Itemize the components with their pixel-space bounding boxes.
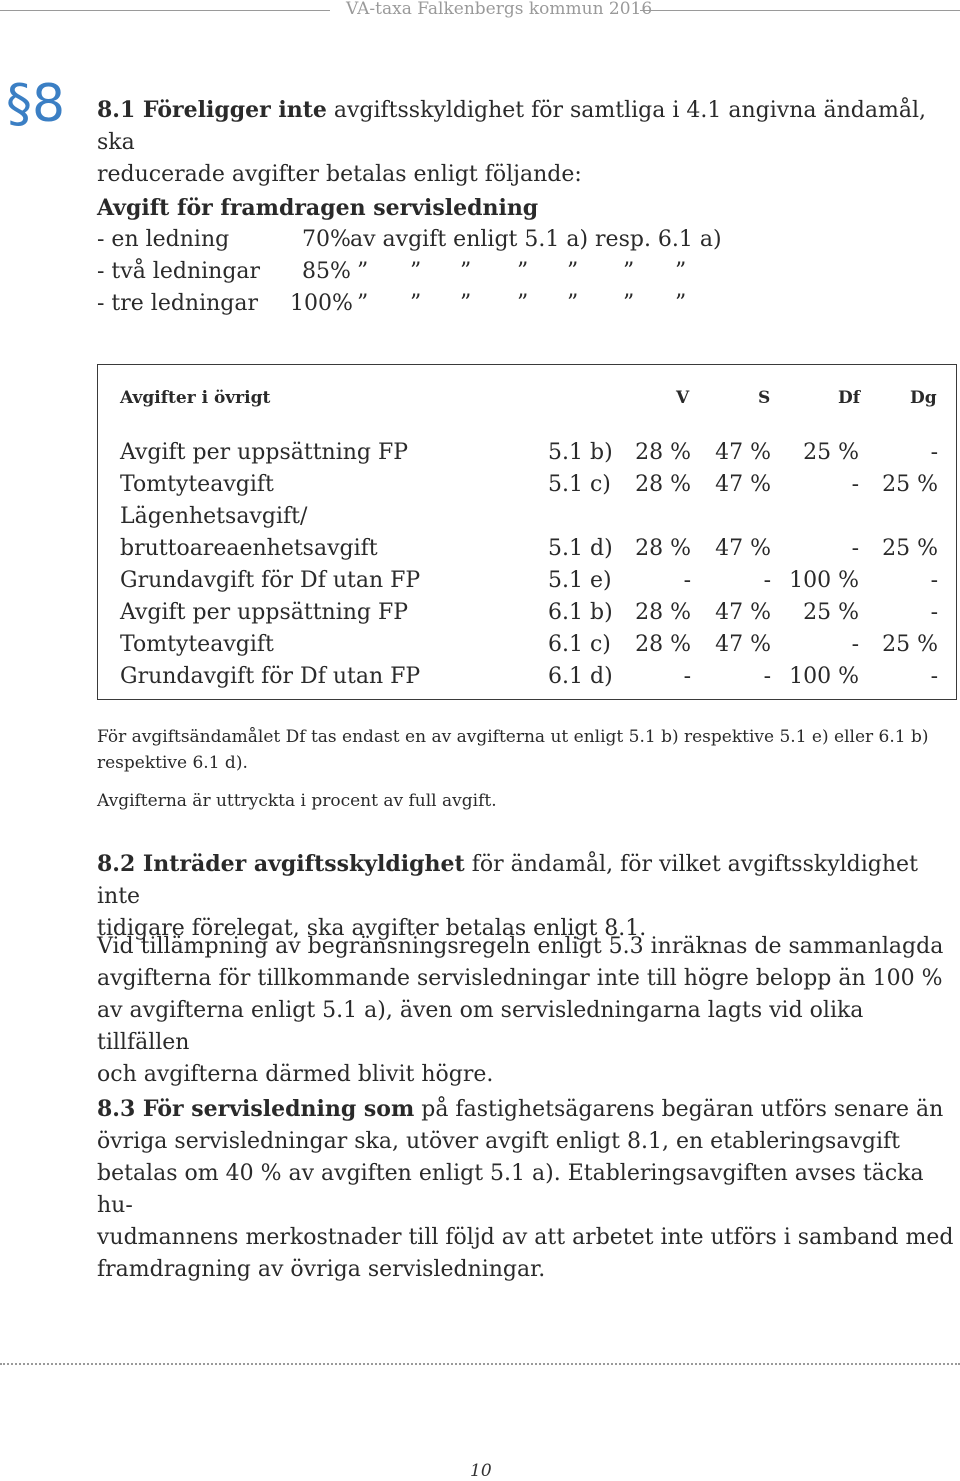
fee-v: - bbox=[683, 664, 691, 689]
fee-name: bruttoareaenhetsavgift bbox=[120, 536, 378, 561]
fee-table-header-v: V bbox=[676, 388, 690, 408]
ditto-mark: ” bbox=[675, 291, 687, 316]
fee-name: Grundavgift för Df utan FP bbox=[120, 664, 421, 689]
paragraph-8-1-line1: avgiftsskyldighet för samtliga i 4.1 angivna ändamål, ska bbox=[97, 98, 926, 155]
fee-s: 47 % bbox=[715, 440, 771, 465]
fee-ref: 6.1 c) bbox=[548, 632, 611, 657]
framdragen-row-3 bbox=[97, 288, 959, 320]
ditto-mark: ” bbox=[357, 291, 369, 316]
framdragen-percent: 85% bbox=[302, 259, 351, 284]
fee-name: Avgift per uppsättning FP bbox=[120, 440, 409, 465]
fee-name: Lägenhetsavgift/ bbox=[120, 504, 308, 529]
paragraph-8-2-line2: tidigare förelegat, ska avgifter betalas enligt 8.1. bbox=[97, 916, 647, 941]
paragraph-line: betalas om 40 % av avgiften enligt 5.1 a). Etableringsavgiften avses täcka hu- bbox=[97, 1161, 924, 1218]
fee-df: - bbox=[851, 536, 859, 561]
framdragen-text: av avgift enligt 5.1 a) resp. 6.1 a) bbox=[350, 227, 722, 252]
paragraph-line: avgifterna för tillkommande servisledningar inte till högre belopp än 100 % bbox=[97, 966, 943, 991]
paragraph-8-2-rule bbox=[97, 931, 959, 1091]
fee-dg: 25 % bbox=[882, 632, 938, 657]
framdragen-heading: Avgift för framdragen servisledning bbox=[97, 195, 539, 221]
paragraph-line: av avgifterna enligt 5.1 a), även om servisledningarna lagts vid olika tillfällen bbox=[97, 998, 864, 1055]
paragraph-8-2-line1: för ändamål, för vilket avgiftsskyldighet inte bbox=[97, 852, 918, 909]
paragraph-line: framdragning av övriga servisledningar. bbox=[97, 1257, 546, 1282]
fee-v: 28 % bbox=[635, 472, 691, 497]
ditto-mark: ” bbox=[410, 291, 422, 316]
ditto-mark: ” bbox=[357, 259, 369, 284]
fee-table-header-dg: Dg bbox=[910, 388, 937, 408]
fee-name: Avgift per uppsättning FP bbox=[120, 600, 409, 625]
fee-ref: 6.1 d) bbox=[548, 664, 613, 689]
ditto-mark: ” bbox=[567, 291, 579, 316]
paragraph-8-1-lead: 8.1 Föreligger inte bbox=[97, 97, 327, 123]
fee-s: - bbox=[763, 664, 771, 689]
fee-v: 28 % bbox=[635, 632, 691, 657]
fee-dg: - bbox=[930, 440, 938, 465]
fee-dg: - bbox=[930, 600, 938, 625]
paragraph-line: och avgifterna därmed blivit högre. bbox=[97, 1062, 494, 1087]
paragraph-8-2-lead: 8.2 Inträder avgiftsskyldighet bbox=[97, 851, 465, 877]
fee-v: 28 % bbox=[635, 440, 691, 465]
header-title: VA-taxa Falkenbergs kommun 2016 bbox=[346, 0, 653, 19]
framdragen-percent: 70% bbox=[302, 227, 351, 252]
fee-name: Grundavgift för Df utan FP bbox=[120, 568, 421, 593]
paragraph-8-3 bbox=[97, 1093, 959, 1286]
note-df-line2: respektive 6.1 d). bbox=[97, 753, 248, 773]
fee-v: 28 % bbox=[635, 600, 691, 625]
ditto-mark: ” bbox=[567, 259, 579, 284]
fee-ref: 5.1 e) bbox=[548, 568, 612, 593]
fee-name: Tomtyteavgift bbox=[120, 632, 274, 657]
page-header bbox=[0, 0, 960, 20]
fee-v: - bbox=[683, 568, 691, 593]
ditto-mark: ” bbox=[410, 259, 422, 284]
fee-s: 47 % bbox=[715, 632, 771, 657]
framdragen-label: - en ledning bbox=[97, 227, 230, 252]
fee-dg: 25 % bbox=[882, 472, 938, 497]
fee-v: 28 % bbox=[635, 536, 691, 561]
fee-s: 47 % bbox=[715, 536, 771, 561]
paragraph-8-3-lead: 8.3 För servisledning som bbox=[97, 1096, 415, 1122]
paragraph-8-1 bbox=[97, 94, 959, 191]
fee-name: Tomtyteavgift bbox=[120, 472, 274, 497]
note-df bbox=[97, 724, 959, 776]
framdragen-row-2 bbox=[97, 256, 959, 288]
ditto-mark: ” bbox=[517, 291, 529, 316]
paragraph-line: vudmannens merkostnader till följd av att arbetet inte utförs i samband med bbox=[97, 1225, 954, 1250]
fee-df: - bbox=[851, 472, 859, 497]
fee-dg: - bbox=[930, 568, 938, 593]
note-percent: Avgifterna är uttryckta i procent av full avgift. bbox=[97, 791, 497, 811]
header-rule-left bbox=[0, 10, 330, 11]
fee-dg: - bbox=[930, 664, 938, 689]
framdragen-label: - tre ledningar bbox=[97, 291, 259, 316]
paragraph-8-3-line1: på fastighetsägarens begäran utförs senare än bbox=[414, 1097, 944, 1122]
ditto-mark: ” bbox=[460, 291, 472, 316]
fee-s: - bbox=[763, 568, 771, 593]
ditto-mark: ” bbox=[623, 259, 635, 284]
fee-df: 25 % bbox=[803, 440, 859, 465]
fee-table bbox=[97, 364, 957, 700]
note-df-line1: För avgiftsändamålet Df tas endast en av avgifterna ut enligt 5.1 b) respektive 5.1 e) eller 6.1 b) bbox=[97, 727, 929, 747]
section-mark: §8 bbox=[6, 74, 66, 134]
ditto-mark: ” bbox=[460, 259, 472, 284]
fee-ref: 5.1 d) bbox=[548, 536, 613, 561]
footer-divider bbox=[0, 1363, 960, 1365]
fee-ref: 5.1 c) bbox=[548, 472, 611, 497]
fee-table-header-df: Df bbox=[838, 388, 861, 408]
paragraph-line: övriga servisledningar ska, utöver avgift enligt 8.1, en etableringsavgift bbox=[97, 1129, 900, 1154]
header-rule-right bbox=[640, 10, 960, 11]
fee-df: 25 % bbox=[803, 600, 859, 625]
page-number: 10 bbox=[470, 1461, 492, 1481]
framdragen-row-1 bbox=[97, 224, 959, 256]
paragraph-8-1-line2: reducerade avgifter betalas enligt följande: bbox=[97, 162, 582, 187]
fee-df: 100 % bbox=[789, 568, 859, 593]
fee-s: 47 % bbox=[715, 472, 771, 497]
fee-dg: 25 % bbox=[882, 536, 938, 561]
ditto-mark: ” bbox=[517, 259, 529, 284]
fee-ref: 6.1 b) bbox=[548, 600, 613, 625]
fee-s: 47 % bbox=[715, 600, 771, 625]
ditto-mark: ” bbox=[675, 259, 687, 284]
ditto-mark: ” bbox=[623, 291, 635, 316]
fee-table-header-title: Avgifter i övrigt bbox=[120, 388, 271, 408]
fee-df: 100 % bbox=[789, 664, 859, 689]
fee-df: - bbox=[851, 632, 859, 657]
framdragen-label: - två ledningar bbox=[97, 259, 261, 284]
framdragen-percent: 100% bbox=[290, 291, 353, 316]
fee-ref: 5.1 b) bbox=[548, 440, 613, 465]
fee-table-header-s: S bbox=[758, 388, 771, 408]
paragraph-line: Vid tillämpning av begränsningsregeln enligt 5.3 inräknas de sammanlagda bbox=[97, 934, 944, 959]
